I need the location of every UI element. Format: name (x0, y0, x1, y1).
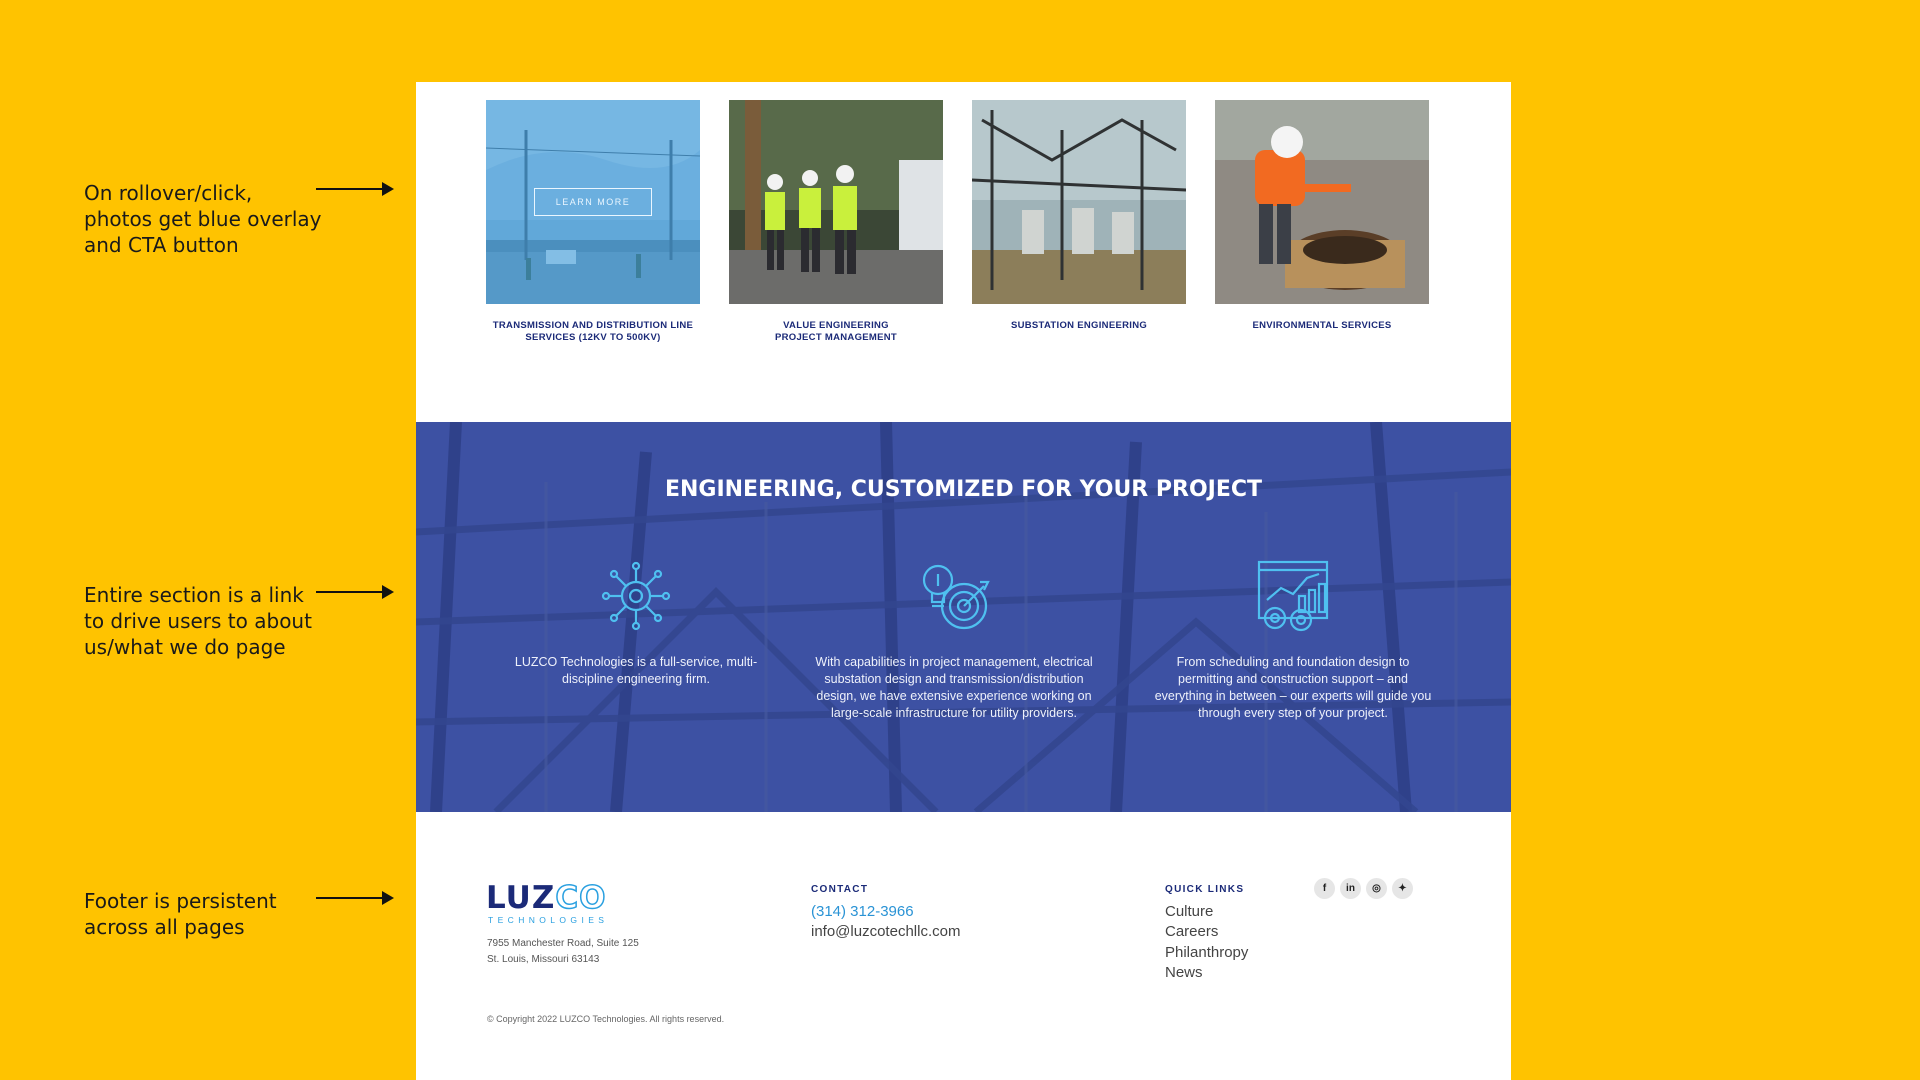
logo-subtitle: TECHNOLOGIES (488, 915, 609, 925)
service-card-value-engineering[interactable] (729, 100, 943, 344)
service-photo[interactable] (486, 100, 700, 304)
quick-link-news[interactable]: News (1165, 964, 1203, 981)
section-title: ENGINEERING, CUSTOMIZED FOR YOUR PROJECT (664, 477, 1263, 502)
chart-gears-icon (1257, 560, 1329, 632)
virus-gear-icon (600, 560, 672, 632)
contact-heading: CONTACT (811, 884, 869, 895)
lightbulb-target-icon (918, 560, 990, 632)
facebook-icon[interactable]: f (1314, 878, 1335, 899)
feature-column (809, 560, 1099, 722)
blue-hover-overlay (486, 100, 700, 304)
quick-link-careers[interactable]: Careers (1165, 923, 1219, 940)
service-caption[interactable]: SUBSTATION ENGINEERING (1010, 320, 1148, 331)
email-link[interactable]: info@luzcotechllc.com (811, 923, 961, 940)
annotation-footer: Footer is persistent across all pages (84, 889, 277, 939)
twitter-icon[interactable]: ✦ (1392, 878, 1413, 899)
service-card-substation[interactable] (972, 100, 1186, 332)
footer-address: 7955 Manchester Road, Suite 125 St. Louis, Missouri 63143 (487, 938, 639, 965)
annotation-arrow (316, 591, 392, 593)
quick-link-culture[interactable]: Culture (1165, 903, 1214, 920)
service-card-transmission[interactable] (486, 100, 700, 344)
luzco-logo[interactable]: LUZCO (486, 880, 607, 916)
feature-text: With capabilities in project management, electrical substation design and transmission/distribution design, we have extensive experience working on large-scale infrastructure for utility providers. (815, 655, 1093, 720)
service-caption[interactable]: ENVIRONMENTAL SERVICES (1252, 320, 1392, 331)
learn-more-button[interactable]: LEARN MORE (534, 188, 652, 216)
feature-text: From scheduling and foundation design to permitting and construction support – and everything in between – our experts will guide you through every step of your project. (1154, 655, 1432, 720)
service-caption[interactable]: TRANSMISSION AND DISTRIBUTION LINE SERVICES (12KV TO 500KV) (492, 320, 694, 343)
annotation-arrow (316, 188, 392, 190)
website-page (416, 82, 1511, 1080)
copyright: © Copyright 2022 LUZCO Technologies. All rights reserved. (487, 1014, 725, 1024)
annotation-rollover: On rollover/click, photos get blue overlay and CTA button (84, 181, 322, 257)
service-caption[interactable]: VALUE ENGINEERING PROJECT MANAGEMENT (774, 320, 898, 343)
service-photo[interactable] (1215, 100, 1429, 304)
phone-link[interactable]: (314) 312-3966 (811, 903, 914, 920)
instagram-icon[interactable]: ◎ (1366, 878, 1387, 899)
service-photo[interactable] (972, 100, 1186, 304)
feature-text: LUZCO Technologies is a full-service, multi-discipline engineering firm. (514, 655, 758, 686)
quick-link-philanthropy[interactable]: Philanthropy (1165, 944, 1249, 961)
feature-column (491, 560, 781, 688)
social-links (1314, 878, 1413, 899)
quick-links-heading: QUICK LINKS (1165, 884, 1245, 895)
linkedin-icon[interactable]: in (1340, 878, 1361, 899)
annotation-section-link: Entire section is a link to drive users to about us/what we do page (84, 583, 312, 659)
feature-column (1148, 560, 1438, 722)
engineering-section-link[interactable] (416, 422, 1511, 812)
service-card-environmental[interactable] (1215, 100, 1429, 332)
annotation-arrow (316, 897, 392, 899)
service-photo[interactable] (729, 100, 943, 304)
